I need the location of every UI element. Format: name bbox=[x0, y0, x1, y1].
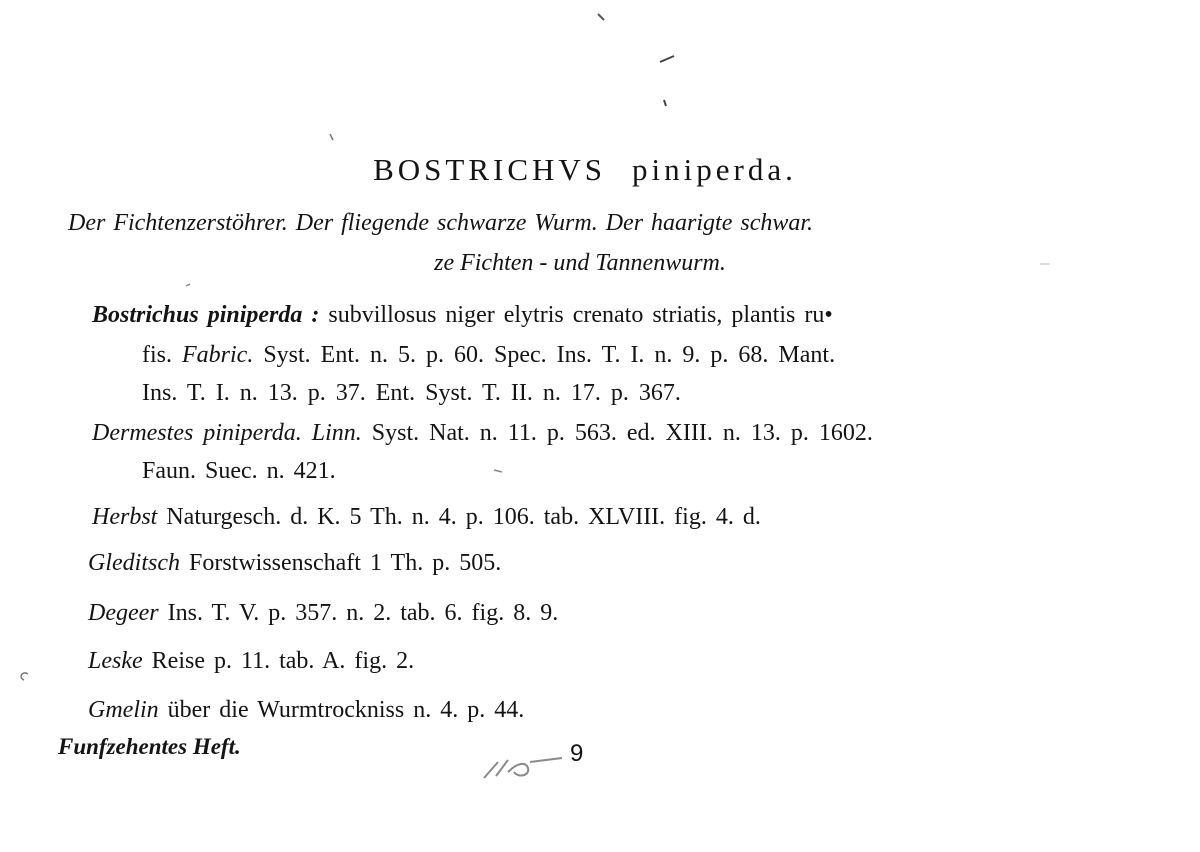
synonym-name: Dermestes piniperda. Linn. bbox=[92, 420, 362, 446]
reference-author: Leske bbox=[88, 648, 143, 674]
reference-author: Herbst bbox=[92, 504, 158, 530]
synonym-text: Faun. Suec. n. 421. bbox=[142, 458, 336, 484]
synonym-text: fis. bbox=[142, 342, 182, 368]
reference-text: Reise p. 11. tab. A. fig. 2. bbox=[142, 648, 415, 674]
synonym-author: Fabric. bbox=[182, 342, 254, 368]
synonym-text: Syst. Nat. n. 11. p. 563. ed. XIII. n. 13. p. 1602. bbox=[361, 420, 873, 446]
reference-text: Ins. T. V. p. 357. n. 2. tab. 6. fig. 8. 9. bbox=[158, 600, 559, 626]
part-label: Funfzehentes Heft. bbox=[58, 734, 241, 759]
synonym-text: subvillosus niger elytris crenato striatis, plantis ru• bbox=[319, 302, 833, 328]
synonym-text: Ins. T. I. n. 13. p. 37. Ent. Syst. T. II. n. 17. p. 367. bbox=[142, 380, 681, 406]
reference-text: Forstwissenschaft 1 Th. p. 505. bbox=[179, 550, 502, 576]
reference-author: Gleditsch bbox=[88, 550, 180, 576]
title-genus: BOSTRICHVS bbox=[373, 152, 607, 187]
reference-text: Naturgesch. d. K. 5 Th. n. 4. p. 106. tab. XLVIII. fig. 4. d. bbox=[157, 504, 761, 530]
signature-mark: 9 bbox=[570, 740, 584, 767]
common-names-line-1: Der Fichtenzerstöhrer. Der fliegende schwarze Wurm. Der haarigte schwar. bbox=[68, 210, 814, 236]
reference-text: über die Wurmtrockniss n. 4. p. 44. bbox=[158, 697, 525, 723]
synonym-text: Syst. Ent. n. 5. p. 60. Spec. Ins. T. I. n. 9. p. 68. Mant. bbox=[253, 342, 836, 368]
reference-author: Gmelin bbox=[88, 697, 159, 723]
synonym-name: Bostrichus piniperda : bbox=[92, 302, 320, 328]
common-names-line-2: ze Fichten - und Tannenwurm. bbox=[434, 250, 726, 276]
title-species: piniperda. bbox=[632, 152, 797, 187]
reference-author: Degeer bbox=[88, 600, 159, 626]
